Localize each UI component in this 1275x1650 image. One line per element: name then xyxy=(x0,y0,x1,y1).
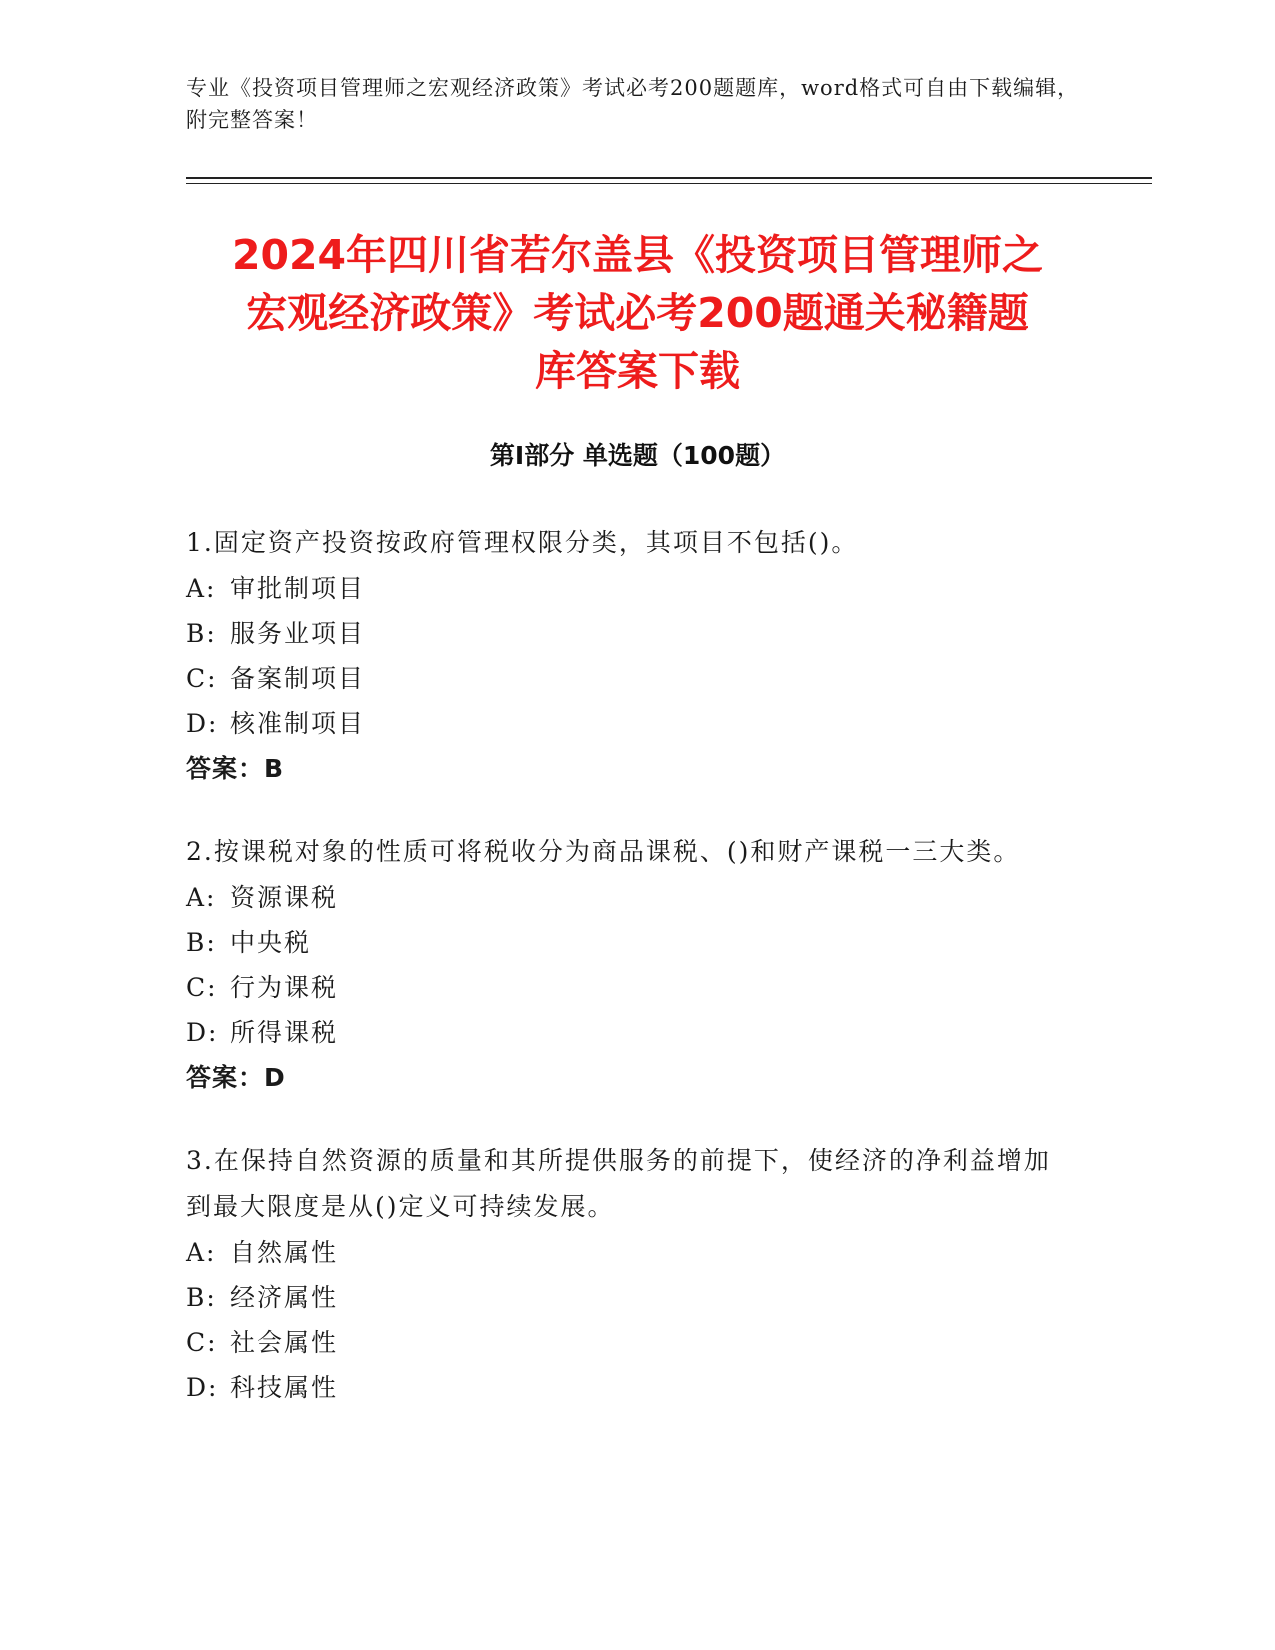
option-key: A: xyxy=(186,574,217,603)
option-key: C: xyxy=(186,664,218,693)
header-note: 专业《投资项目管理师之宏观经济政策》考试必考200题题库，word格式可自由下载编辑，附完整答案！ xyxy=(186,76,1080,132)
option-key: B: xyxy=(186,619,217,648)
option-d xyxy=(186,1010,1066,1055)
question-text: 3.在保持自然资源的质量和其所提供服务的前提下，使经济的净利益增加到最大限度是从()定义可持续发展。 xyxy=(186,1146,1051,1221)
option-b xyxy=(186,1275,1066,1320)
option-a xyxy=(186,566,1066,611)
option-key: B: xyxy=(186,1283,217,1312)
document-title xyxy=(150,226,1125,400)
option-text: 社会属性 xyxy=(230,1328,339,1357)
option-text: 行为课税 xyxy=(230,973,339,1002)
title-line-1: 2024年四川省若尔盖县《投资项目管理师之 xyxy=(231,231,1044,279)
title-line-2: 宏观经济政策》考试必考200题通关秘籍题 xyxy=(246,289,1029,337)
option-text: 经济属性 xyxy=(230,1283,339,1312)
option-text: 核准制项目 xyxy=(230,709,366,738)
option-d xyxy=(186,701,1066,746)
option-text: 审批制项目 xyxy=(230,574,366,603)
section-heading: 第Ⅰ部分 单选题（100题） xyxy=(489,441,786,470)
option-b xyxy=(186,611,1066,656)
option-text: 自然属性 xyxy=(230,1238,339,1267)
option-key: D: xyxy=(186,1373,219,1402)
option-key: D: xyxy=(186,709,219,738)
question-1 xyxy=(186,520,1066,791)
option-b xyxy=(186,920,1066,965)
option-text: 所得课税 xyxy=(230,1018,339,1047)
option-c xyxy=(186,965,1066,1010)
option-text: 服务业项目 xyxy=(230,619,366,648)
option-text: 备案制项目 xyxy=(230,664,366,693)
header-divider-thick xyxy=(186,177,1152,179)
answer-line: 答案：B xyxy=(186,754,285,783)
option-key: A: xyxy=(186,883,217,912)
question-list xyxy=(186,520,1066,1448)
option-key: C: xyxy=(186,973,218,1002)
title-line-3: 库答案下载 xyxy=(535,347,740,395)
question-3 xyxy=(186,1138,1066,1410)
answer-line: 答案：D xyxy=(186,1063,286,1092)
option-text: 资源课税 xyxy=(230,883,339,912)
option-key: B: xyxy=(186,928,217,957)
option-c xyxy=(186,656,1066,701)
question-text: 2.按课税对象的性质可将税收分为商品课税、()和财产课税一三大类。 xyxy=(186,837,1021,866)
option-text: 科技属性 xyxy=(230,1373,339,1402)
option-a xyxy=(186,1230,1066,1275)
option-key: C: xyxy=(186,1328,218,1357)
option-c xyxy=(186,1320,1066,1365)
question-2 xyxy=(186,829,1066,1100)
option-text: 中央税 xyxy=(230,928,312,957)
option-key: A: xyxy=(186,1238,217,1267)
option-a xyxy=(186,875,1066,920)
option-key: D: xyxy=(186,1018,219,1047)
question-text: 1.固定资产投资按政府管理权限分类，其项目不包括()。 xyxy=(186,528,859,557)
option-d xyxy=(186,1365,1066,1410)
header-divider-thin xyxy=(186,183,1152,184)
